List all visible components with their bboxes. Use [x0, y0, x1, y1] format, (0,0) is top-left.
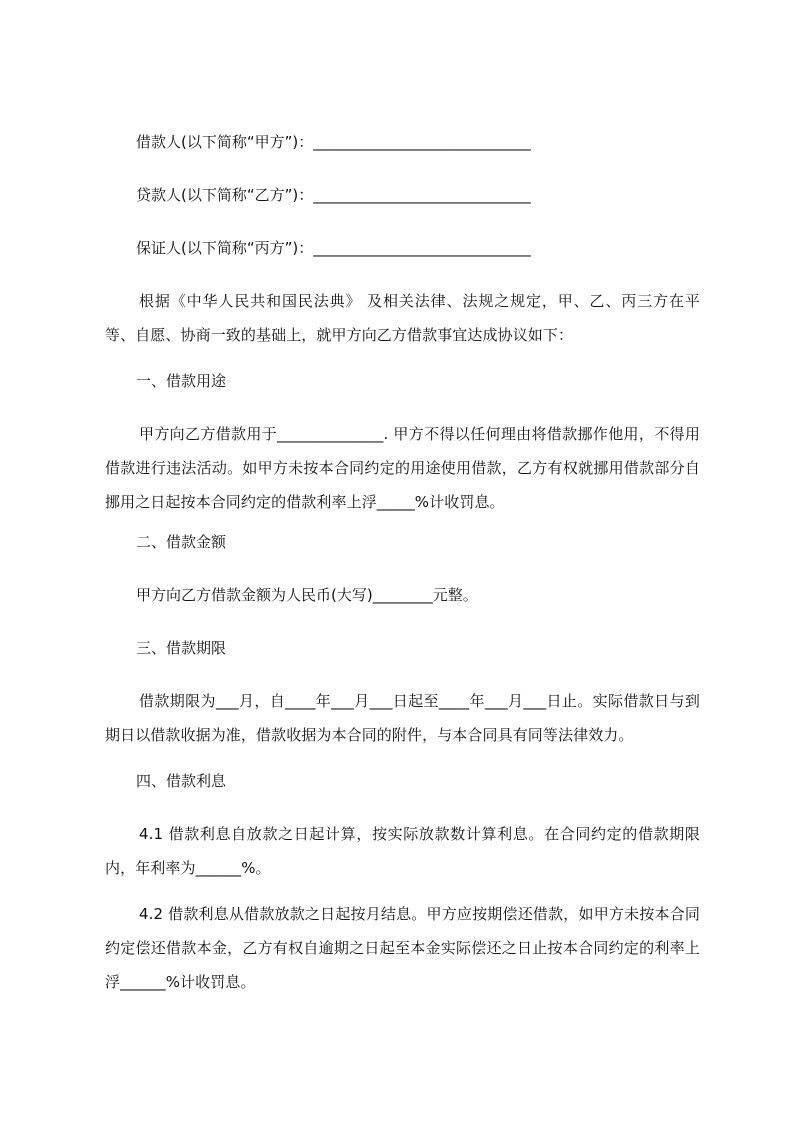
section-4-title: 四、借款利息: [136, 772, 227, 790]
section-1-body: 甲方向乙方借款用于______________. 甲方不得以任何理由将借款挪作他用，不得用借款进行违法活动。如甲方未按本合同约定的用途使用借款，乙方有权就挪用借款部分自挪用之日起按本合同约定的借款利率上浮_____%计收罚息。: [105, 425, 700, 511]
section-2-title: 二、借款金额: [136, 533, 227, 551]
section-2-body: 甲方向乙方借款金额为人民币(大写)________元整。: [136, 586, 478, 604]
preamble-paragraph: 根据《中华人民共和国民法典》 及相关法律、法规之规定，甲、乙、丙三方在平等、自愿、协商一致的基础上，就甲方向乙方借款事宜达成协议如下：: [105, 292, 700, 344]
section-4-2-body: 4.2 借款利息从借款放款之日起按月结息。甲方应按期偿还借款，如甲方未按本合同约定偿还借款本金，乙方有权自逾期之日起至本金实际偿还之日止按本合同约定的利率上浮______%计收罚息。: [105, 905, 700, 991]
section-3-title: 三、借款期限: [136, 639, 227, 657]
lender-line: 贷款人(以下简称“乙方”)：_____________________________: [136, 186, 531, 204]
section-4-1-body: 4.1 借款利息自放款之日起计算，按实际放款数计算利息。在合同约定的借款期限内，年利率为______%。: [105, 825, 700, 877]
borrower-line: 借款人(以下简称“甲方”)：_____________________________: [136, 133, 531, 151]
section-3-body: 借款期限为___月，自____年___月___日起至____年___月___日止。实际借款日与到期日以借款收据为准，借款收据为本合同的附件，与本合同具有同等法律效力。: [105, 692, 700, 744]
guarantor-line: 保证人(以下简称“丙方”)：_____________________________: [136, 239, 531, 257]
section-1-title: 一、借款用途: [136, 372, 227, 390]
